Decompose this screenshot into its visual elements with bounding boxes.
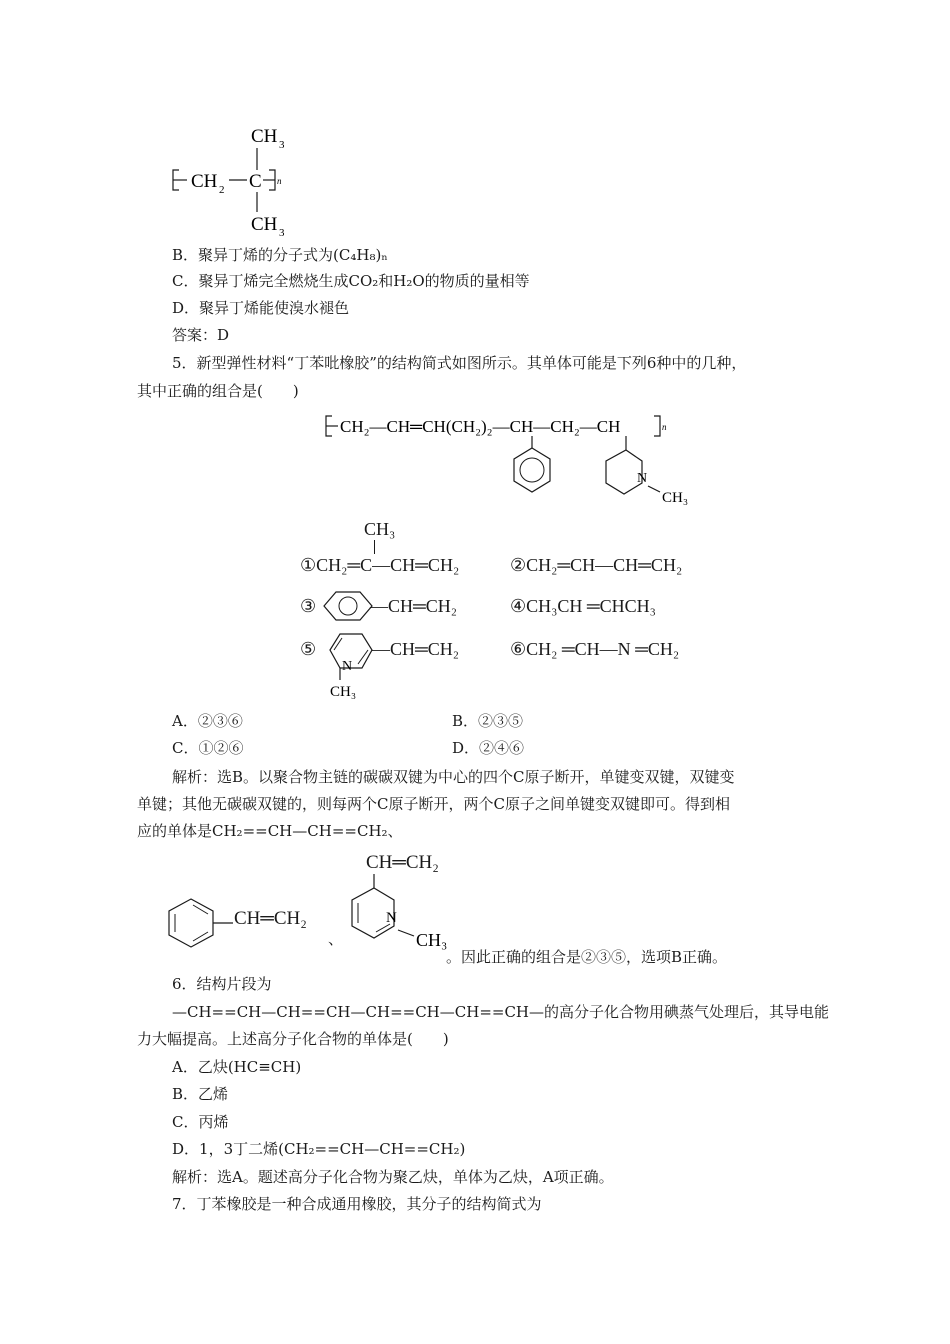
svg-text:N: N — [342, 659, 353, 674]
q5-choice-c: C．①②⑥ — [172, 739, 244, 757]
q5-stem-line2: 其中正确的组合是( ) — [137, 382, 299, 400]
q6-option-a: A．乙炔(HC≡CH) — [172, 1058, 302, 1076]
monomer-5-tail: —CH═CH₂ — [372, 639, 460, 659]
benzene-ring-icon — [514, 448, 550, 492]
polyisobutylene-structure — [165, 118, 305, 240]
q7-stem: 7．丁苯橡胶是一种合成通用橡胶，其分子的结构简式为 — [172, 1195, 542, 1213]
q5-conclusion: 。因此正确的组合是②③⑤，选项B正确。 — [446, 948, 728, 966]
q5-choice-a: A．②③⑥ — [172, 712, 243, 730]
svg-text:N: N — [386, 910, 397, 926]
svg-text:CH₃: CH₃ — [330, 684, 357, 700]
q6-option-b: B．乙烯 — [172, 1085, 229, 1103]
q4-option-b: B．聚异丁烯的分子式为(C₄H₈)ₙ — [172, 246, 388, 264]
q6-stem-line3: 力大幅提高。上述高分子化合物的单体是( ) — [137, 1030, 449, 1048]
pyridine-ring-icon — [318, 628, 380, 704]
svg-text:CH₃: CH₃ — [662, 490, 689, 506]
q5-polymer-structure — [320, 410, 700, 510]
q5-analysis-line2: 单键；其他无碳碳双键的，则每两个C原子断开，两个C原子之间单键变双键即可。得到相 — [137, 795, 730, 813]
svg-text:3: 3 — [279, 227, 285, 239]
monomer-5-number: ⑤ — [300, 639, 317, 659]
c-atom-label: C — [249, 171, 262, 192]
q5-stem-line1: 5．新型弹性材料“丁苯吡橡胶”的结构简式如图所示。其单体可能是下列6种中的几种， — [172, 354, 747, 372]
monomer-2: ②CH₂═CH—CH═CH₂ — [510, 555, 683, 575]
svg-text:CH₃: CH₃ — [416, 930, 448, 950]
monomer-1-bond — [374, 540, 375, 554]
svg-text:2: 2 — [219, 184, 225, 196]
svg-text:n: n — [662, 422, 667, 432]
q5-choice-b: B．②③⑤ — [452, 712, 524, 730]
monomer-6: ⑥CH₂ ═CH—N ═CH₂ — [510, 639, 680, 659]
q6-stem-line2: —CH==CH—CH==CH—CH==CH—CH==CH—的高分子化合物用碘蒸气处理后，其导电能 — [172, 1003, 830, 1021]
q6-stem-line1: 6．结构片段为 — [172, 975, 272, 993]
q5-analysis-line1: 解析：选B。以聚合物主链的碳碳双键为中心的四个C原子断开，单键变双键，双键变 — [172, 768, 735, 786]
q4-option-d: D．聚异丁烯能使溴水褪色 — [172, 299, 350, 317]
svg-text:n: n — [277, 176, 282, 186]
monomer-3-number: ③ — [300, 596, 317, 616]
q5-analysis-line3: 应的单体是CH₂==CH—CH==CH₂、 — [137, 822, 403, 840]
svg-text:3: 3 — [279, 139, 285, 151]
q6-analysis: 解析：选A。题述高分子化合物为聚乙炔，单体为乙炔，A项正确。 — [172, 1168, 614, 1186]
answer-monomer-2-top: CH═CH₂ — [366, 852, 439, 873]
ch3-bottom-label: CH — [251, 214, 278, 235]
q6-option-c: C．丙烯 — [172, 1113, 229, 1131]
svg-text:N: N — [637, 471, 648, 486]
benzene-ring-icon — [165, 895, 237, 967]
q5-choice-d: D．②④⑥ — [452, 739, 525, 757]
separator: 、 — [328, 930, 344, 948]
q4-option-c: C．聚异丁烯完全燃烧生成CO₂和H₂O的物质的量相等 — [172, 272, 530, 290]
monomer-1-ch3: CH₃ — [364, 519, 396, 539]
q4-answer: 答案：D — [172, 326, 230, 344]
ch3-top-label: CH — [251, 126, 278, 147]
monomer-4: ④CH₃CH ═CHCH₃ — [510, 596, 656, 616]
ch2-label: CH — [191, 171, 218, 192]
monomer-3-tail: —CH═CH₂ — [370, 596, 458, 616]
pyridine-ring-icon — [340, 870, 460, 970]
q6-option-d: D．1，3丁二烯(CH₂==CH—CH==CH₂) — [172, 1140, 466, 1158]
answer-monomer-1: CH═CH₂ — [234, 908, 307, 929]
monomer-1: ①CH₂═C—CH═CH₂ — [300, 555, 460, 575]
polymer-formula: CH₂—CH═CH(CH₂)₂—CH—CH₂—CH — [340, 417, 621, 436]
